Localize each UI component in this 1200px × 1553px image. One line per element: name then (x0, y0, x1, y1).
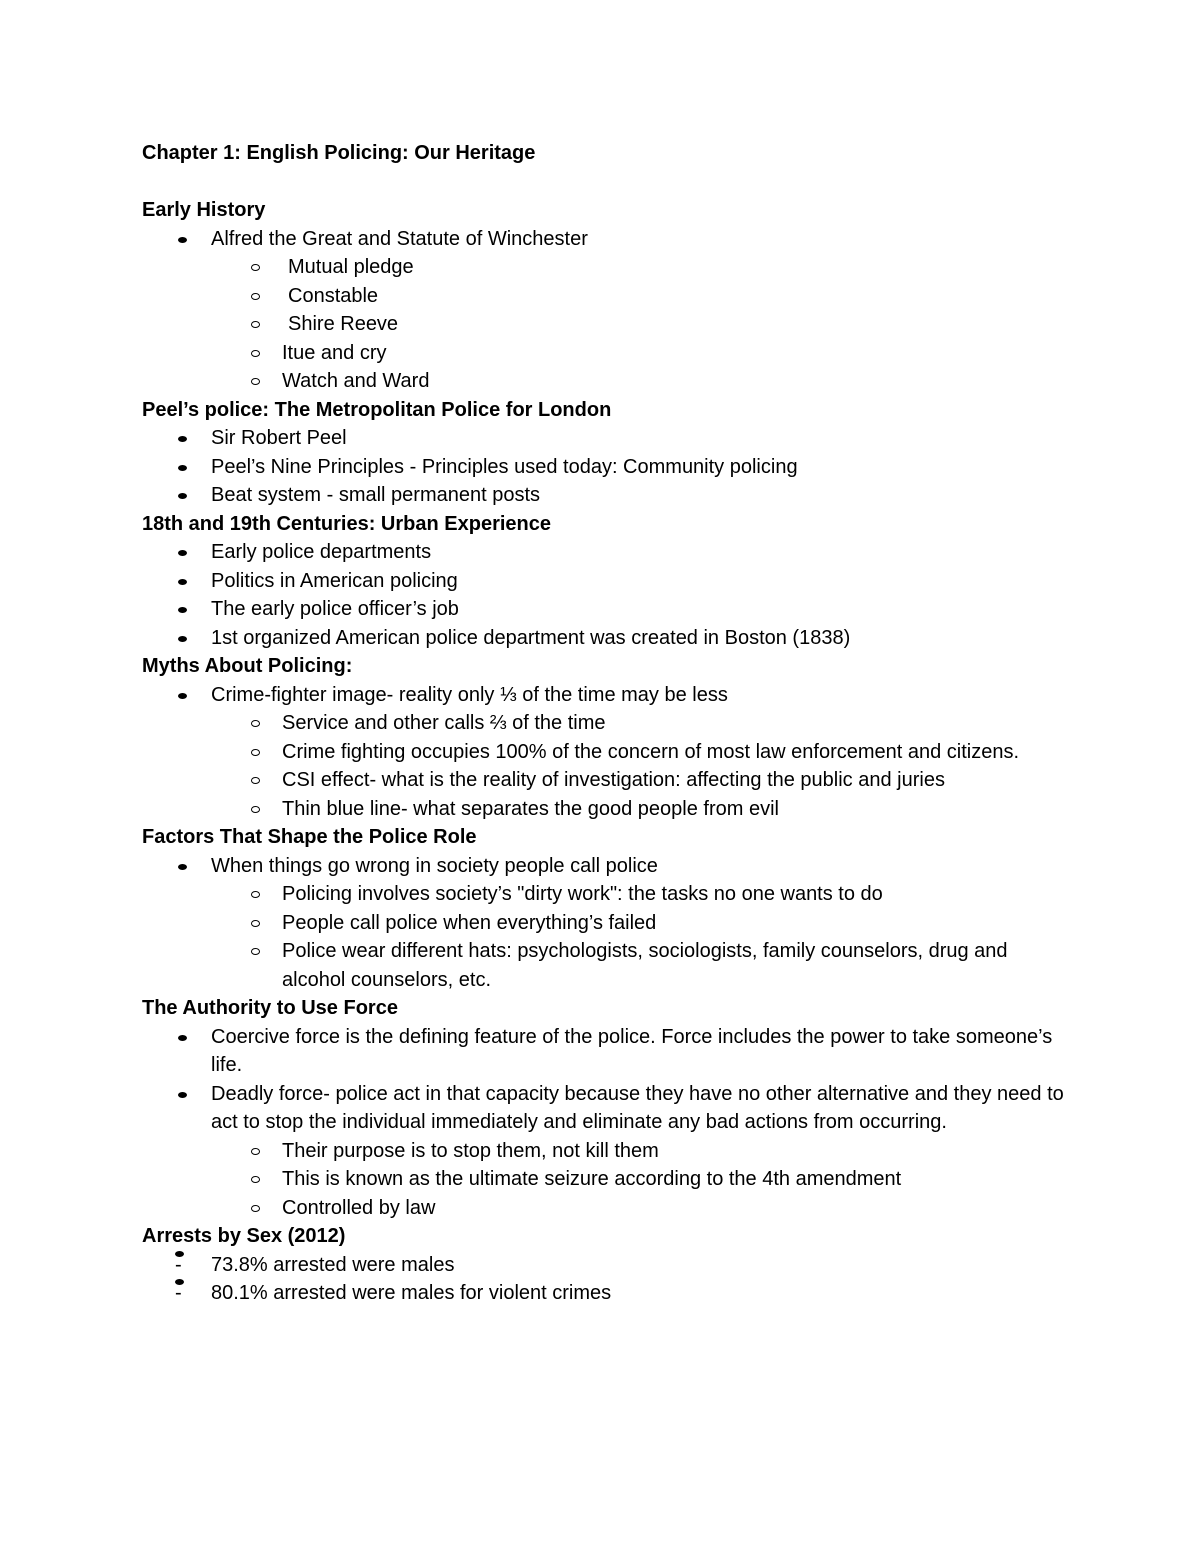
sub-list-item-text: Mutual pledge (288, 256, 414, 278)
list-item (142, 567, 1072, 596)
bullet-circle-icon (251, 749, 260, 756)
sub-list-item (142, 1165, 1072, 1194)
list-item (142, 1080, 1072, 1137)
sub-list-item-text: Thin blue line- what separates the good people from evil (282, 797, 779, 820)
sub-list-item-text: Shire Reeve (288, 313, 399, 335)
sub-list-item-text: Service and other calls ⅔ of the time (282, 712, 606, 734)
dash-list-item (142, 1279, 1072, 1308)
sub-list-item (142, 367, 1072, 396)
list-item (142, 1023, 1072, 1080)
bullet-disc-icon (178, 493, 187, 499)
bullet-disc-icon (178, 465, 187, 471)
list-item (142, 481, 1072, 510)
sub-list-item (142, 1137, 1072, 1166)
section-heading-myths-about-policing: Myths About Policing: (142, 655, 353, 677)
sub-list-item-text: Watch and Ward (282, 370, 430, 392)
bullet-circle-icon (251, 1205, 260, 1212)
document-content (142, 139, 1072, 1308)
sub-list-item (142, 795, 1072, 824)
bullet-list (142, 681, 1072, 824)
bullet-list (142, 424, 1072, 510)
document-title: Chapter 1: English Policing: Our Heritage (142, 142, 536, 164)
list-item-text: Beat system - small permanent posts (211, 484, 541, 506)
bullet-circle-icon (251, 806, 260, 813)
sub-list-item (142, 766, 1072, 795)
list-item (142, 624, 1072, 653)
bullet-circle-icon (251, 777, 260, 784)
section-heading-peel-s-police-the-metropolitan-police-for-london: Peel’s police: The Metropolitan Police for London (142, 398, 612, 421)
sub-list-item-text: Crime fighting occupies 100% of the concern of most law enforcement and citizens. (282, 740, 1020, 763)
bullet-disc-icon (178, 436, 187, 442)
sub-list-item-text: Itue and cry (282, 341, 387, 364)
dash-list-item-text: 80.1% arrested were males for violent crimes (211, 1282, 612, 1304)
bullet-circle-icon (251, 378, 260, 385)
list-item-text: Deadly force- police act in that capacity because they have no other alternative and they need to act to stop the individual immediately and eliminate any bad actions from occurring. (211, 1082, 1064, 1133)
dash-marker-icon: - (175, 1251, 184, 1257)
sub-list-item (142, 909, 1072, 938)
bullet-disc-icon (178, 550, 187, 556)
sub-list-item (142, 339, 1072, 368)
section-heading-18th-and-19th-centuries-urban-experience: 18th and 19th Centuries: Urban Experience (142, 512, 552, 535)
sub-bullet-list (142, 709, 1072, 823)
sub-list-item-text: This is known as the ultimate seizure according to the 4th amendment (282, 1168, 902, 1190)
sub-list-wrapper (142, 880, 1072, 994)
sub-list-item (142, 282, 1072, 311)
bullet-disc-icon (178, 693, 187, 699)
bullet-list (142, 538, 1072, 652)
bullet-list (142, 225, 1072, 396)
list-item-text: When things go wrong in society people call police (211, 854, 658, 877)
bullet-circle-icon (251, 293, 260, 300)
sub-list-item-text: CSI effect- what is the reality of investigation: affecting the public and juries (282, 769, 945, 791)
list-item-text: Coercive force is the defining feature of the police. Force includes the power to take someone’s life. (211, 1025, 1053, 1076)
list-item-text: Alfred the Great and Statute of Winchester (211, 227, 588, 250)
bullet-disc-icon (178, 636, 187, 642)
list-item-text: Peel’s Nine Principles - Principles used today: Community policing (211, 455, 798, 478)
list-item-text: Sir Robert Peel (211, 427, 347, 449)
sub-bullet-list (142, 880, 1072, 994)
bullet-disc-icon (178, 864, 187, 870)
list-item (142, 453, 1072, 482)
dash-list (142, 1251, 1072, 1308)
bullet-circle-icon (251, 891, 260, 898)
sub-bullet-list (142, 1137, 1072, 1223)
bullet-circle-icon (251, 1176, 260, 1183)
sub-list-item (142, 1194, 1072, 1223)
bullet-circle-icon (251, 1148, 260, 1155)
bullet-circle-icon (251, 264, 260, 271)
sub-list-item (142, 253, 1072, 282)
bullet-circle-icon (251, 948, 260, 955)
sub-list-item-text: Policing involves society’s "dirty work": the tasks no one wants to do (282, 883, 883, 905)
bullet-list (142, 1023, 1072, 1223)
sub-list-item-text: Controlled by law (282, 1196, 436, 1219)
sub-list-item (142, 738, 1072, 767)
bullet-disc-icon (178, 1035, 187, 1041)
list-item-text: The early police officer’s job (211, 598, 459, 620)
sub-list-item (142, 310, 1072, 339)
blank-line (142, 168, 1072, 197)
list-item (142, 681, 1072, 710)
list-item-text: Politics in American policing (211, 569, 458, 592)
section-heading-arrests-by-sex-2012: Arrests by Sex (2012) (142, 1225, 346, 1247)
list-item-text: Crime-fighter image- reality only ⅓ of the time may be less (211, 683, 728, 706)
bullet-disc-icon (178, 1092, 187, 1098)
dash-marker-icon: - (175, 1279, 184, 1285)
bullet-disc-icon (178, 579, 187, 585)
dash-list-item-text: 73.8% arrested were males (211, 1253, 455, 1276)
list-item (142, 852, 1072, 881)
list-item (142, 538, 1072, 567)
sub-list-item (142, 937, 1072, 994)
list-item (142, 595, 1072, 624)
list-item (142, 424, 1072, 453)
sections-container (142, 196, 1072, 1308)
dash-list-item (142, 1251, 1072, 1280)
sub-list-item-text: People call police when everything’s failed (282, 911, 657, 934)
sub-list-wrapper (142, 1137, 1072, 1223)
list-item-text: Early police departments (211, 541, 432, 563)
sub-list-item (142, 880, 1072, 909)
sub-list-item-text: Their purpose is to stop them, not kill them (282, 1139, 659, 1162)
bullet-disc-icon (178, 237, 187, 243)
bullet-circle-icon (251, 920, 260, 927)
section-heading-factors-that-shape-the-police-role: Factors That Shape the Police Role (142, 826, 477, 848)
sub-list-item (142, 709, 1072, 738)
bullet-disc-icon (178, 607, 187, 613)
bullet-circle-icon (251, 321, 260, 328)
sub-list-item-text: Police wear different hats: psychologists, sociologists, family counselors, drug and alcohol counselors, etc. (282, 940, 1008, 991)
list-item (142, 225, 1072, 254)
sub-list-wrapper (142, 709, 1072, 823)
bullet-list (142, 852, 1072, 995)
sub-bullet-list (142, 253, 1072, 396)
section-heading-the-authority-to-use-force: The Authority to Use Force (142, 997, 398, 1019)
bullet-circle-icon (251, 720, 260, 727)
section-heading-early-history: Early History (142, 199, 266, 221)
bullet-circle-icon (251, 350, 260, 357)
list-item-text: 1st organized American police department was created in Boston (1838) (211, 626, 851, 649)
sub-list-item-text: Constable (288, 284, 379, 307)
sub-list-wrapper (142, 253, 1072, 396)
